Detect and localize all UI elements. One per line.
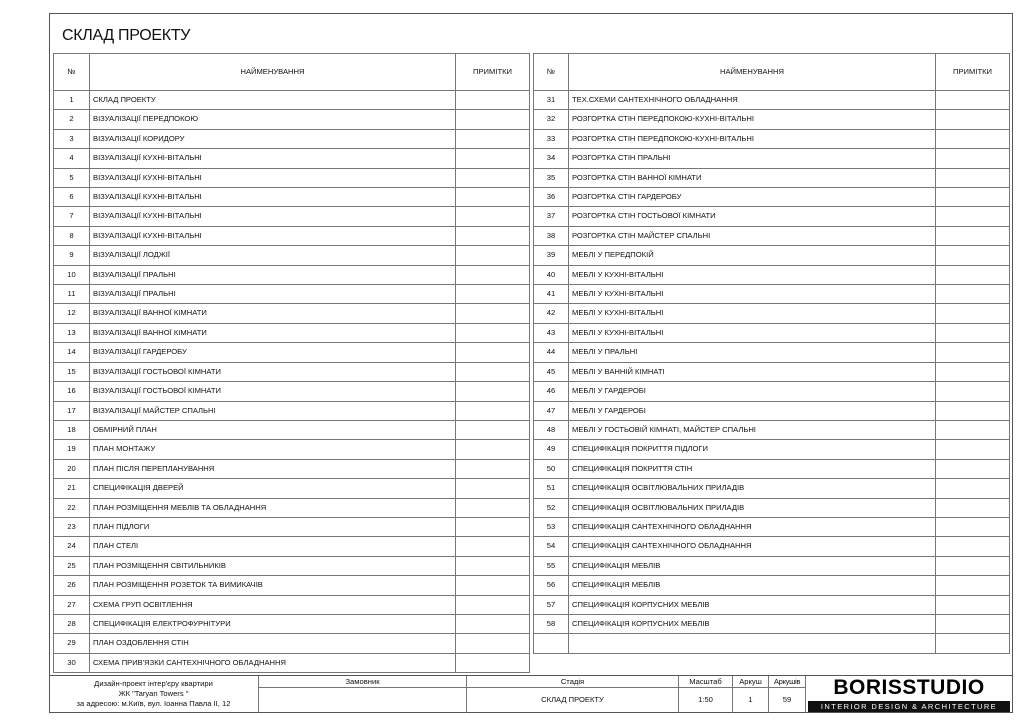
- row-number: 46: [534, 382, 569, 401]
- row-notes: [936, 362, 1010, 381]
- project-line-3: за адресою: м.Київ, вул. Іоанна Павла ІІ, 12: [76, 699, 231, 708]
- row-number: 9: [54, 246, 90, 265]
- row-notes: [936, 556, 1010, 575]
- row-number: 10: [54, 265, 90, 284]
- row-name: РОЗГОРТКА СТІН МАЙСТЕР СПАЛЬНІ: [569, 226, 936, 245]
- table-row: [54, 226, 530, 245]
- row-number: 25: [54, 556, 90, 575]
- table-row: [534, 634, 1010, 653]
- row-number: 20: [54, 459, 90, 478]
- row-number: 31: [534, 91, 569, 110]
- row-number: 23: [54, 517, 90, 536]
- row-number: 47: [534, 401, 569, 420]
- table-row: [54, 653, 530, 672]
- table-row: [534, 537, 1010, 556]
- row-name: ПЛАН ПІСЛЯ ПЕРЕПЛАНУВАННЯ: [90, 459, 456, 478]
- row-notes: [456, 537, 530, 556]
- scale-cell: [679, 676, 733, 713]
- stage-label: Стадія: [467, 676, 678, 688]
- table-row: [534, 226, 1010, 245]
- row-notes: [936, 420, 1010, 439]
- row-name: ВІЗУАЛІЗАЦІЇ КУХНІ-ВІТАЛЬНІ: [90, 168, 456, 187]
- row-number: 8: [54, 226, 90, 245]
- row-name: РОЗГОРТКА СТІН ПЕРЕДПОКОЮ-КУХНІ-ВІТАЛЬНІ: [569, 129, 936, 148]
- row-name: РОЗГОРТКА СТІН ПРАЛЬНІ: [569, 149, 936, 168]
- row-number: 35: [534, 168, 569, 187]
- table-row: [54, 498, 530, 517]
- row-number: 11: [54, 285, 90, 304]
- table-row: [54, 129, 530, 148]
- project-line-1: Дизайн-проект інтер'єру квартири: [94, 679, 213, 688]
- row-name: СПЕЦИФІКАЦІЯ ОСВІТЛЮВАЛЬНИХ ПРИЛАДІВ: [569, 479, 936, 498]
- row-notes: [456, 188, 530, 207]
- row-name: ПЛАН РОЗМІЩЕННЯ СВІТИЛЬНИКІВ: [90, 556, 456, 575]
- row-number: 58: [534, 614, 569, 633]
- row-name: СПЕЦИФІКАЦІЯ ДВЕРЕЙ: [90, 479, 456, 498]
- row-name: ВІЗУАЛІЗАЦІЇ КУХНІ-ВІТАЛЬНІ: [90, 149, 456, 168]
- row-number: 13: [54, 323, 90, 342]
- contents-table-right: [533, 53, 1010, 654]
- table-row: [54, 401, 530, 420]
- table-header-row: [534, 54, 1010, 91]
- row-notes: [936, 207, 1010, 226]
- row-name: СПЕЦИФІКАЦІЯ ОСВІТЛЮВАЛЬНИХ ПРИЛАДІВ: [569, 498, 936, 517]
- row-name: МЕБЛІ У КУХНІ-ВІТАЛЬНІ: [569, 304, 936, 323]
- row-notes: [456, 382, 530, 401]
- row-number: 2: [54, 110, 90, 129]
- table-row: [534, 246, 1010, 265]
- row-number: 38: [534, 226, 569, 245]
- table-row: [54, 149, 530, 168]
- row-number: 50: [534, 459, 569, 478]
- table-row: [534, 576, 1010, 595]
- row-name: ВІЗУАЛІЗАЦІЇ ГАРДЕРОБУ: [90, 343, 456, 362]
- table-row: [54, 537, 530, 556]
- sheets-total-cell: [769, 676, 806, 713]
- table-row: [54, 285, 530, 304]
- table-row: [54, 246, 530, 265]
- row-number: 57: [534, 595, 569, 614]
- row-notes: [936, 634, 1010, 653]
- row-name: ПЛАН МОНТАЖУ: [90, 440, 456, 459]
- table-row: [534, 149, 1010, 168]
- header-name: НАЙМЕНУВАННЯ: [569, 54, 936, 91]
- table-row: [534, 168, 1010, 187]
- row-notes: [456, 246, 530, 265]
- table-row: [54, 362, 530, 381]
- header-notes: ПРИМІТКИ: [456, 54, 530, 91]
- row-number: 1: [54, 91, 90, 110]
- row-name: ВІЗУАЛІЗАЦІЇ ГОСТЬОВОЇ КІМНАТИ: [90, 382, 456, 401]
- row-notes: [456, 634, 530, 653]
- row-number: 40: [534, 265, 569, 284]
- row-name: [569, 634, 936, 653]
- row-name: СПЕЦИФІКАЦІЯ САНТЕХНІЧНОГО ОБЛАДНАННЯ: [569, 537, 936, 556]
- row-number: 15: [54, 362, 90, 381]
- row-number: 32: [534, 110, 569, 129]
- row-notes: [936, 537, 1010, 556]
- row-number: 3: [54, 129, 90, 148]
- page-title: СКЛАД ПРОЕКТУ: [62, 27, 191, 44]
- row-name: МЕБЛІ У КУХНІ-ВІТАЛЬНІ: [569, 265, 936, 284]
- header-name: НАЙМЕНУВАННЯ: [90, 54, 456, 91]
- sheets-label: Аркушів: [769, 676, 805, 688]
- row-number: 33: [534, 129, 569, 148]
- row-number: 17: [54, 401, 90, 420]
- row-name: СПЕЦИФІКАЦІЯ КОРПУСНИХ МЕБЛІВ: [569, 614, 936, 633]
- row-number: 53: [534, 517, 569, 536]
- row-notes: [456, 595, 530, 614]
- row-notes: [936, 246, 1010, 265]
- row-number: 27: [54, 595, 90, 614]
- table-row: [54, 304, 530, 323]
- table-row: [54, 614, 530, 633]
- row-number: 37: [534, 207, 569, 226]
- row-name: ПЛАН ОЗДОБЛЕННЯ СТІН: [90, 634, 456, 653]
- table-row: [54, 265, 530, 284]
- table-row: [534, 401, 1010, 420]
- row-notes: [456, 556, 530, 575]
- row-name: ВІЗУАЛІЗАЦІЇ ПРАЛЬНІ: [90, 285, 456, 304]
- row-name: ВІЗУАЛІЗАЦІЇ КОРИДОРУ: [90, 129, 456, 148]
- row-number: 29: [54, 634, 90, 653]
- row-name: ВІЗУАЛІЗАЦІЇ ПЕРЕДПОКОЮ: [90, 110, 456, 129]
- row-notes: [936, 595, 1010, 614]
- sheets-value: 59: [782, 695, 792, 704]
- table-row: [534, 382, 1010, 401]
- row-name: СПЕЦИФІКАЦІЯ ПОКРИТТЯ ПІДЛОГИ: [569, 440, 936, 459]
- row-notes: [456, 149, 530, 168]
- row-name: ПЛАН РОЗМІЩЕННЯ МЕБЛІВ ТА ОБЛАДНАННЯ: [90, 498, 456, 517]
- row-notes: [456, 323, 530, 342]
- row-name: ПЛАН СТЕЛІ: [90, 537, 456, 556]
- table-row: [54, 479, 530, 498]
- row-name: ВІЗУАЛІЗАЦІЇ ВАННОЇ КІМНАТИ: [90, 323, 456, 342]
- row-number: 36: [534, 188, 569, 207]
- row-name: ПЛАН РОЗМІЩЕННЯ РОЗЕТОК ТА ВИМИКАЧІВ: [90, 576, 456, 595]
- table-row: [534, 285, 1010, 304]
- table-row: [534, 440, 1010, 459]
- table-row: [54, 382, 530, 401]
- row-number: 48: [534, 420, 569, 439]
- row-number: 22: [54, 498, 90, 517]
- scale-value: 1:50: [698, 695, 713, 704]
- table-row: [54, 207, 530, 226]
- row-notes: [936, 517, 1010, 536]
- row-notes: [456, 614, 530, 633]
- row-number: 5: [54, 168, 90, 187]
- project-info: [49, 676, 259, 713]
- row-name: СПЕЦИФІКАЦІЯ МЕБЛІВ: [569, 576, 936, 595]
- contents-table-left: [53, 53, 530, 673]
- sheet-cell: [733, 676, 769, 713]
- row-notes: [456, 576, 530, 595]
- row-notes: [456, 110, 530, 129]
- client-cell: [259, 676, 467, 713]
- table-row: [54, 188, 530, 207]
- row-number: 21: [54, 479, 90, 498]
- row-notes: [936, 129, 1010, 148]
- table-row: [534, 556, 1010, 575]
- row-name: ВІЗУАЛІЗАЦІЇ ЛОДЖІЇ: [90, 246, 456, 265]
- row-name: МЕБЛІ У ГОСТЬОВІЙ КІМНАТІ, МАЙСТЕР СПАЛЬНІ: [569, 420, 936, 439]
- table-row: [54, 556, 530, 575]
- row-number: 43: [534, 323, 569, 342]
- table-row: [534, 323, 1010, 342]
- row-number: 49: [534, 440, 569, 459]
- table-row: [54, 168, 530, 187]
- row-name: СПЕЦИФІКАЦІЯ ЕЛЕКТРОФУРНІТУРИ: [90, 614, 456, 633]
- row-notes: [936, 226, 1010, 245]
- table-row: [534, 479, 1010, 498]
- row-notes: [456, 362, 530, 381]
- table-row: [534, 265, 1010, 284]
- row-name: ВІЗУАЛІЗАЦІЇ КУХНІ-ВІТАЛЬНІ: [90, 207, 456, 226]
- row-notes: [936, 168, 1010, 187]
- table-row: [54, 91, 530, 110]
- logo-tagline: INTERIOR DESIGN & ARCHITECTURE: [808, 701, 1010, 712]
- row-notes: [936, 91, 1010, 110]
- table-row: [54, 517, 530, 536]
- row-name: СПЕЦИФІКАЦІЯ ПОКРИТТЯ СТІН: [569, 459, 936, 478]
- table-row: [54, 110, 530, 129]
- row-name: МЕБЛІ У КУХНІ-ВІТАЛЬНІ: [569, 323, 936, 342]
- row-number: 4: [54, 149, 90, 168]
- table-header-row: [54, 54, 530, 91]
- row-notes: [936, 459, 1010, 478]
- table-row: [534, 420, 1010, 439]
- row-number: 30: [54, 653, 90, 672]
- row-number: 16: [54, 382, 90, 401]
- row-number: 56: [534, 576, 569, 595]
- scale-label: Масштаб: [679, 676, 732, 688]
- table-row: [534, 595, 1010, 614]
- row-number: 28: [54, 614, 90, 633]
- row-notes: [936, 285, 1010, 304]
- row-notes: [456, 91, 530, 110]
- row-name: СПЕЦИФІКАЦІЯ КОРПУСНИХ МЕБЛІВ: [569, 595, 936, 614]
- row-number: 34: [534, 149, 569, 168]
- row-name: ВІЗУАЛІЗАЦІЇ КУХНІ-ВІТАЛЬНІ: [90, 188, 456, 207]
- row-name: ПЛАН ПІДЛОГИ: [90, 517, 456, 536]
- row-number: 6: [54, 188, 90, 207]
- sheet-label: Аркуш: [733, 676, 768, 688]
- row-notes: [936, 343, 1010, 362]
- row-notes: [456, 265, 530, 284]
- row-number: [534, 634, 569, 653]
- table-row: [54, 459, 530, 478]
- row-notes: [936, 265, 1010, 284]
- row-number: 18: [54, 420, 90, 439]
- row-name: МЕБЛІ У ГАРДЕРОБІ: [569, 382, 936, 401]
- row-number: 26: [54, 576, 90, 595]
- row-notes: [936, 479, 1010, 498]
- table-row: [534, 91, 1010, 110]
- row-name: ВІЗУАЛІЗАЦІЇ МАЙСТЕР СПАЛЬНІ: [90, 401, 456, 420]
- table-row: [534, 614, 1010, 633]
- row-notes: [456, 226, 530, 245]
- stage-cell: [467, 676, 679, 713]
- row-name: ТЕХ.СХЕМИ САНТЕХНІЧНОГО ОБЛАДНАННЯ: [569, 91, 936, 110]
- table-row: [534, 129, 1010, 148]
- table-row: [534, 304, 1010, 323]
- row-number: 42: [534, 304, 569, 323]
- table-row: [534, 343, 1010, 362]
- row-notes: [936, 149, 1010, 168]
- row-notes: [456, 479, 530, 498]
- project-line-2: ЖК "Taryan Towers ": [118, 689, 189, 698]
- row-number: 39: [534, 246, 569, 265]
- logo-wordmark: BORISSTUDIO: [833, 676, 985, 699]
- row-name: РОЗГОРТКА СТІН ПЕРЕДПОКОЮ-КУХНІ-ВІТАЛЬНІ: [569, 110, 936, 129]
- row-notes: [936, 498, 1010, 517]
- row-notes: [936, 440, 1010, 459]
- row-number: 44: [534, 343, 569, 362]
- row-number: 41: [534, 285, 569, 304]
- row-notes: [456, 401, 530, 420]
- row-number: 12: [54, 304, 90, 323]
- table-row: [54, 576, 530, 595]
- table-row: [534, 188, 1010, 207]
- row-number: 52: [534, 498, 569, 517]
- table-row: [534, 498, 1010, 517]
- row-number: 51: [534, 479, 569, 498]
- row-notes: [936, 188, 1010, 207]
- header-notes: ПРИМІТКИ: [936, 54, 1010, 91]
- client-label: Замовник: [259, 676, 466, 688]
- table-row: [54, 323, 530, 342]
- stage-value: СКЛАД ПРОЕКТУ: [541, 695, 604, 704]
- table-row: [534, 459, 1010, 478]
- row-name: МЕБЛІ У КУХНІ-ВІТАЛЬНІ: [569, 285, 936, 304]
- table-row: [54, 343, 530, 362]
- header-num: №: [534, 54, 569, 91]
- row-name: МЕБЛІ У ПРАЛЬНІ: [569, 343, 936, 362]
- row-notes: [456, 207, 530, 226]
- row-name: СХЕМА ГРУП ОСВІТЛЕННЯ: [90, 595, 456, 614]
- row-number: 19: [54, 440, 90, 459]
- row-name: СПЕЦИФІКАЦІЯ МЕБЛІВ: [569, 556, 936, 575]
- table-row: [534, 517, 1010, 536]
- row-name: МЕБЛІ У ПЕРЕДПОКІЙ: [569, 246, 936, 265]
- row-notes: [456, 168, 530, 187]
- row-name: ВІЗУАЛІЗАЦІЇ КУХНІ-ВІТАЛЬНІ: [90, 226, 456, 245]
- row-notes: [456, 420, 530, 439]
- table-row: [54, 634, 530, 653]
- row-number: 45: [534, 362, 569, 381]
- row-notes: [936, 401, 1010, 420]
- row-notes: [936, 614, 1010, 633]
- row-name: ВІЗУАЛІЗАЦІЇ ГОСТЬОВОЇ КІМНАТИ: [90, 362, 456, 381]
- table-row: [534, 207, 1010, 226]
- row-name: ОБМІРНИЙ ПЛАН: [90, 420, 456, 439]
- row-number: 54: [534, 537, 569, 556]
- row-name: РОЗГОРТКА СТІН ГОСТЬОВОЇ КІМНАТИ: [569, 207, 936, 226]
- row-number: 55: [534, 556, 569, 575]
- row-notes: [456, 498, 530, 517]
- row-notes: [936, 576, 1010, 595]
- row-name: МЕБЛІ У ГАРДЕРОБІ: [569, 401, 936, 420]
- row-notes: [456, 653, 530, 672]
- table-row: [54, 440, 530, 459]
- row-name: ВІЗУАЛІЗАЦІЇ ВАННОЇ КІМНАТИ: [90, 304, 456, 323]
- header-num: №: [54, 54, 90, 91]
- table-row: [534, 362, 1010, 381]
- row-number: 24: [54, 537, 90, 556]
- row-name: ВІЗУАЛІЗАЦІЇ ПРАЛЬНІ: [90, 265, 456, 284]
- row-name: МЕБЛІ У ВАННІЙ КІМНАТІ: [569, 362, 936, 381]
- row-name: РОЗГОРТКА СТІН ВАННОЇ КІМНАТИ: [569, 168, 936, 187]
- row-name: СХЕМА ПРИВ'ЯЗКИ САНТЕХНІЧНОГО ОБЛАДНАННЯ: [90, 653, 456, 672]
- row-name: СКЛАД ПРОЕКТУ: [90, 91, 456, 110]
- row-notes: [936, 110, 1010, 129]
- row-name: СПЕЦИФІКАЦІЯ САНТЕХНІЧНОГО ОБЛАДНАННЯ: [569, 517, 936, 536]
- row-notes: [456, 440, 530, 459]
- row-notes: [456, 459, 530, 478]
- row-notes: [936, 382, 1010, 401]
- row-notes: [456, 343, 530, 362]
- row-notes: [456, 304, 530, 323]
- table-row: [54, 595, 530, 614]
- row-notes: [456, 129, 530, 148]
- row-notes: [936, 304, 1010, 323]
- studio-logo: [806, 676, 1012, 712]
- table-row: [534, 110, 1010, 129]
- row-name: РОЗГОРТКА СТІН ГАРДЕРОБУ: [569, 188, 936, 207]
- table-row: [54, 420, 530, 439]
- sheet-value: 1: [748, 695, 753, 704]
- row-number: 14: [54, 343, 90, 362]
- row-notes: [456, 285, 530, 304]
- row-number: 7: [54, 207, 90, 226]
- row-notes: [456, 517, 530, 536]
- row-notes: [936, 323, 1010, 342]
